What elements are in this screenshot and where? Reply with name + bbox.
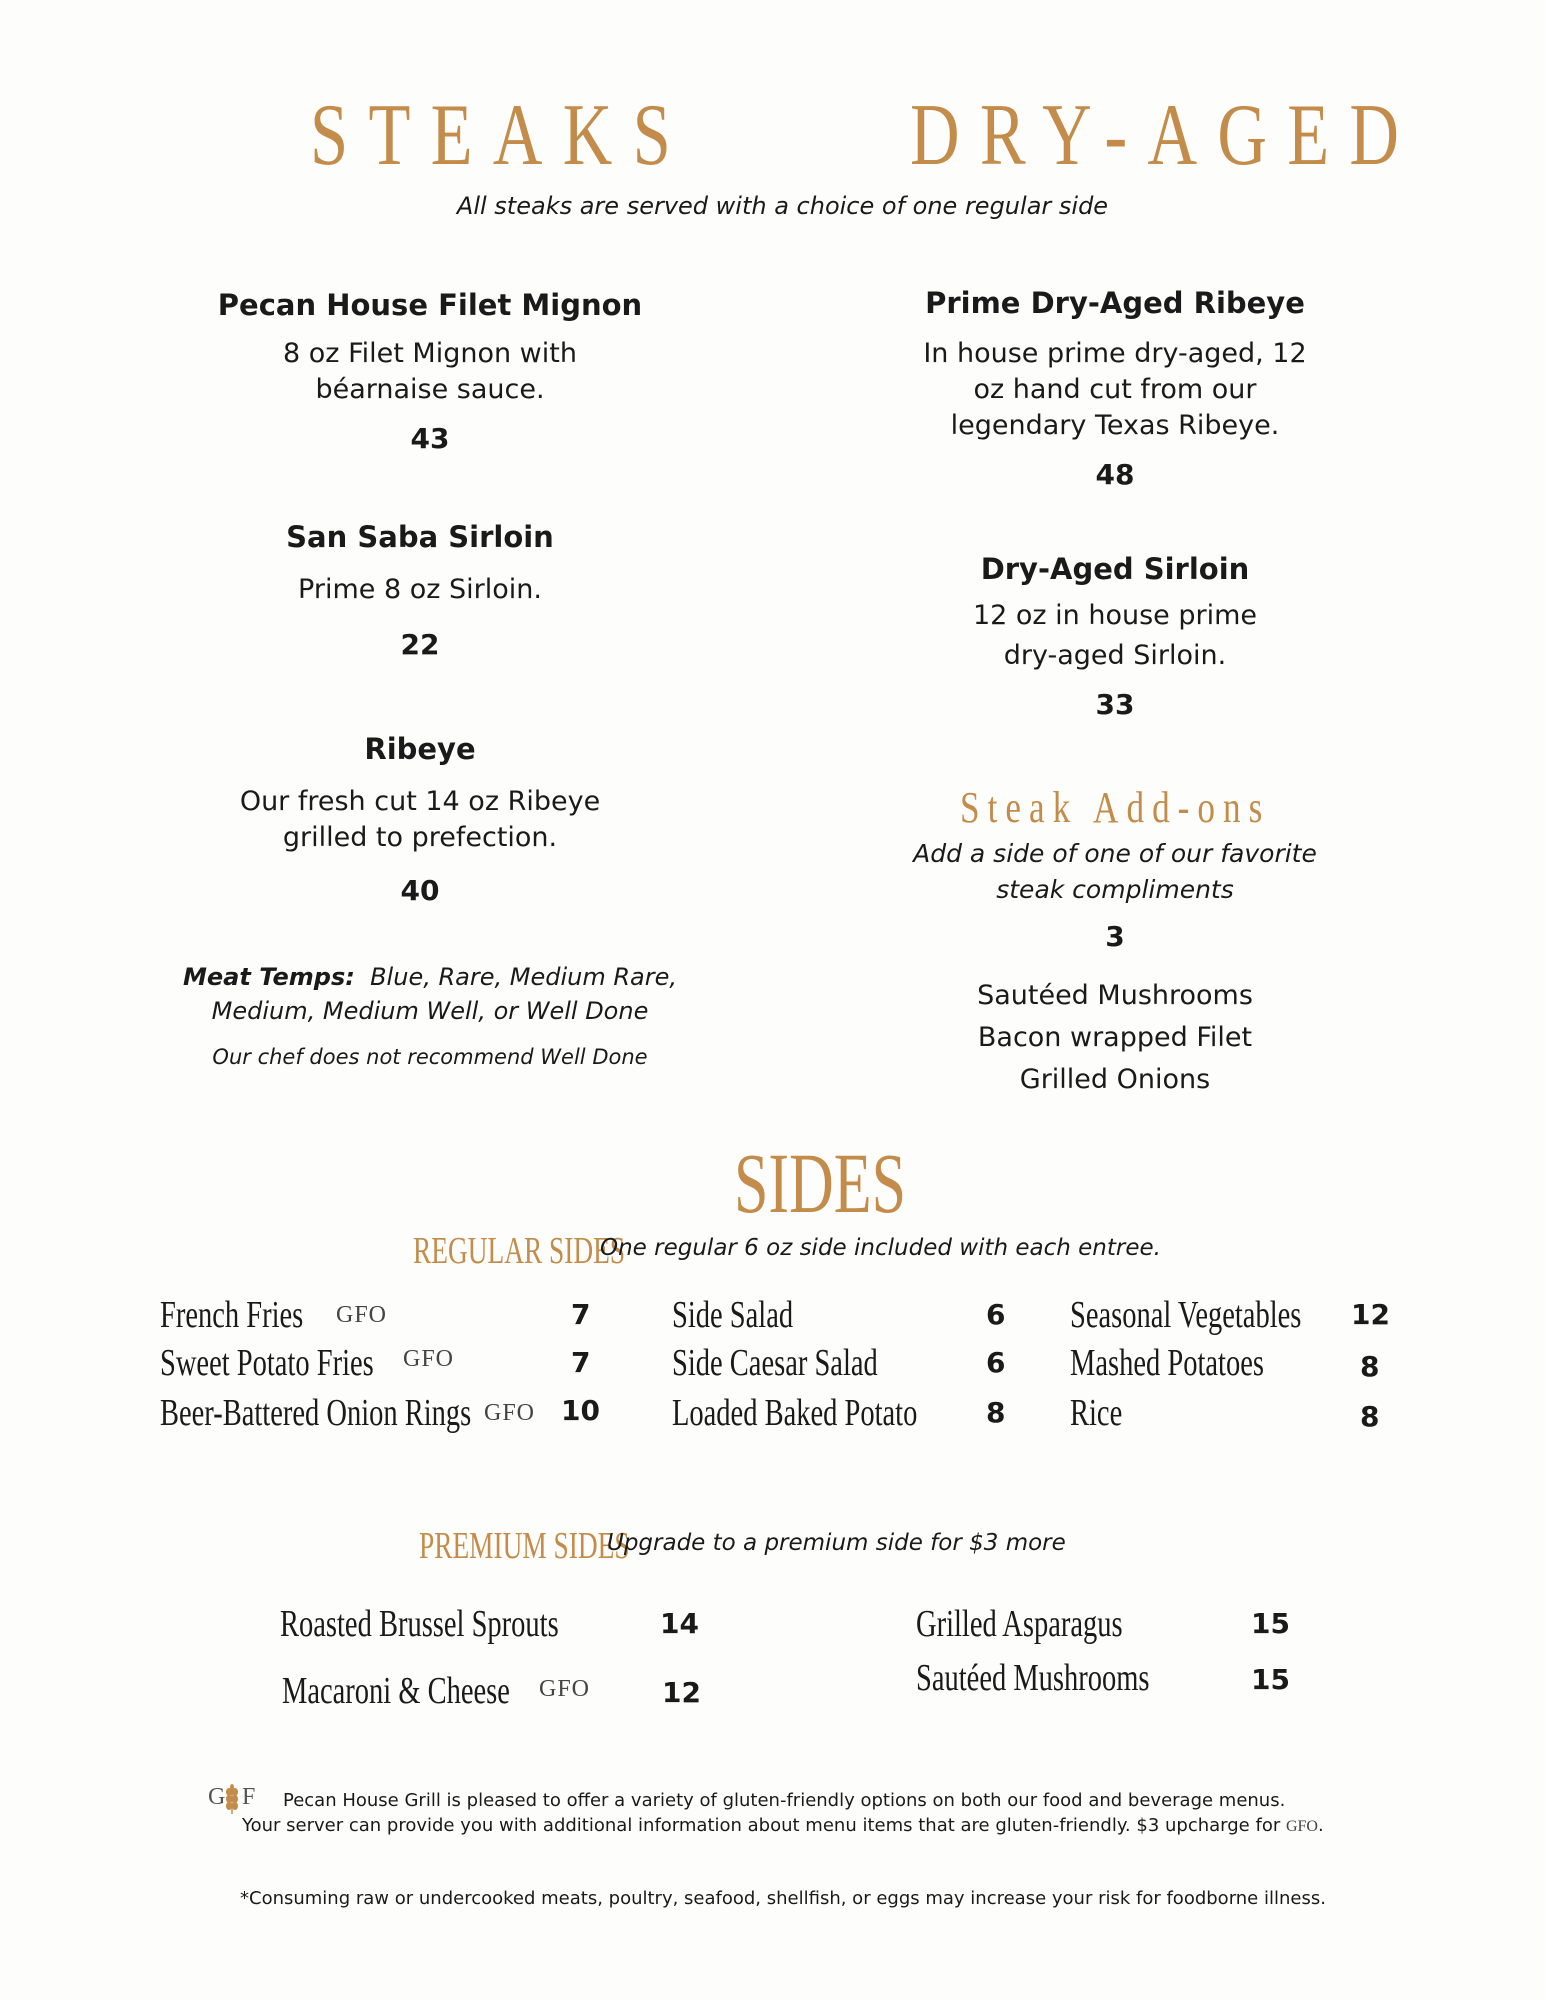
addon-item: Bacon wrapped Filet — [977, 1022, 1253, 1053]
dish-name: Pecan House Filet Mignon — [217, 288, 643, 322]
dish-price: 48 — [1095, 458, 1135, 491]
dish-name: Ribeye — [364, 732, 476, 766]
gluten-free-logo — [208, 1784, 264, 1818]
gfo-tag: GFO — [539, 1676, 591, 1702]
side-price: 12 — [662, 1676, 701, 1709]
dish-name: San Saba Sirloin — [286, 520, 554, 554]
side-name: Sweet Potato Fries — [160, 1342, 374, 1384]
gfo-tag: GFO — [403, 1346, 455, 1372]
side-name: Side Caesar Salad — [672, 1342, 878, 1384]
side-name: Mashed Potatoes — [1070, 1342, 1264, 1384]
dish-description: Prime 8 oz Sirloin. — [298, 574, 542, 605]
dish-description: béarnaise sauce. — [315, 374, 545, 405]
dry-aged-item — [815, 552, 1415, 721]
side-price: 10 — [561, 1394, 600, 1427]
gfo-tag: GFO — [484, 1400, 536, 1426]
dish-description: dry-aged Sirloin. — [1003, 640, 1227, 671]
side-name: Side Salad — [672, 1294, 794, 1336]
addons-title: Steak Add-ons — [960, 783, 1271, 832]
steak-item — [120, 732, 720, 907]
side-price: 6 — [986, 1346, 1006, 1379]
addons-section — [815, 836, 1415, 1101]
dish-price: 33 — [1095, 688, 1135, 721]
dish-price: 40 — [400, 874, 440, 907]
addons-price: 3 — [1105, 920, 1125, 953]
wheat-icon — [225, 1784, 239, 1814]
side-price: 7 — [571, 1346, 591, 1379]
dish-name: Prime Dry-Aged Ribeye — [925, 286, 1305, 320]
dry-aged-heading: DRY-AGED — [910, 87, 1420, 184]
dish-description: 8 oz Filet Mignon with — [283, 338, 577, 369]
premium-sides-description: Upgrade to a premium side for $3 more — [607, 1530, 1066, 1556]
gfo-tag: GFO — [1285, 1818, 1318, 1835]
side-price: 8 — [986, 1396, 1006, 1429]
side-name: Sautéed Mushrooms — [916, 1657, 1150, 1699]
dish-description: grilled to prefection. — [282, 822, 558, 853]
dish-description: oz hand cut from our — [973, 374, 1257, 405]
gluten-note-end: . — [1317, 1815, 1324, 1836]
side-name: Beer-Battered Onion Rings — [160, 1392, 472, 1434]
dish-description: 12 oz in house prime — [972, 600, 1258, 631]
steaks-heading: STEAKS — [310, 87, 692, 184]
side-name: Seasonal Vegetables — [1070, 1294, 1302, 1336]
steak-item — [130, 288, 730, 455]
premium-sides-label: PREMIUM SIDES — [419, 1525, 630, 1567]
regular-sides-description: One regular 6 oz side included with each entree. — [600, 1235, 1161, 1261]
meat-temps-note: Our chef does not recommend Well Done — [212, 1045, 648, 1069]
meat-temps-line: Medium, Medium Well, or Well Done — [211, 997, 649, 1025]
dry-aged-item — [815, 286, 1415, 491]
side-name: French Fries — [160, 1294, 304, 1336]
dish-price: 22 — [400, 628, 440, 661]
side-name: Grilled Asparagus — [916, 1603, 1123, 1645]
dish-name: Dry-Aged Sirloin — [980, 552, 1250, 586]
logo-letter: G — [208, 1784, 226, 1810]
foodborne-disclaimer: *Consuming raw or undercooked meats, poultry, seafood, shellfish, or eggs may increase your risk for foodborne illness. — [240, 1888, 1326, 1909]
dish-description: In house prime dry-aged, 12 — [923, 338, 1307, 369]
dish-price: 43 — [410, 422, 450, 455]
side-price: 12 — [1351, 1298, 1390, 1331]
gluten-note-text: Your server can provide you with additional information about menu items that are gluten-friendly. $3 upcharge for — [242, 1815, 1281, 1836]
side-price: 8 — [1360, 1400, 1380, 1433]
sides-title: SIDES — [734, 1135, 907, 1231]
side-name: Rice — [1070, 1392, 1123, 1434]
dish-description: Our fresh cut 14 oz Ribeye — [239, 786, 601, 817]
side-name: Loaded Baked Potato — [672, 1392, 918, 1434]
addons-description: Add a side of one of our favorite — [913, 839, 1317, 868]
side-price: 7 — [571, 1298, 591, 1331]
gluten-note: Pecan House Grill is pleased to offer a variety of gluten-friendly options on both our food and beverage menus. — [283, 1790, 1286, 1811]
regular-sides-label: REGULAR SIDES — [413, 1230, 626, 1272]
meat-temps — [130, 960, 730, 1074]
steak-item — [120, 520, 720, 661]
side-price: 6 — [986, 1298, 1006, 1331]
addon-item: Grilled Onions — [1019, 1064, 1211, 1095]
meat-temps-line: Blue, Rare, Medium Rare, — [370, 963, 677, 991]
side-price: 15 — [1251, 1663, 1290, 1696]
steaks-subtitle: All steaks are served with a choice of one regular side — [456, 192, 1109, 220]
side-price: 14 — [660, 1607, 699, 1640]
addons-description: steak compliments — [996, 875, 1234, 904]
gluten-note — [242, 1815, 1324, 1836]
gfo-tag: GFO — [336, 1302, 388, 1328]
dish-description: legendary Texas Ribeye. — [950, 410, 1280, 441]
logo-letter: F — [242, 1784, 256, 1810]
side-price: 15 — [1251, 1607, 1290, 1640]
side-name: Roasted Brussel Sprouts — [280, 1603, 559, 1645]
meat-temps-label: Meat Temps: — [183, 963, 355, 991]
side-name: Macaroni & Cheese — [282, 1670, 510, 1712]
addon-item: Sautéed Mushrooms — [977, 980, 1253, 1011]
side-price: 8 — [1360, 1350, 1380, 1383]
